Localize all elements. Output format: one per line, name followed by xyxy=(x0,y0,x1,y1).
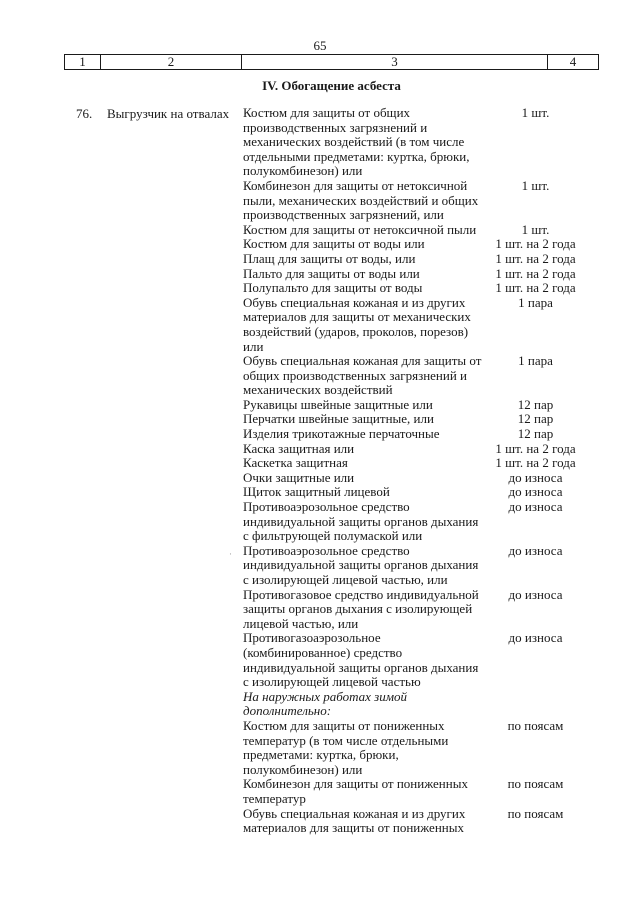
item-norm: 1 шт. xyxy=(521,221,550,237)
item-name: Изделия трикотажные перчаточные xyxy=(243,426,440,442)
item-norm-empty xyxy=(483,690,588,719)
item-norm: 1 шт. на 2 года xyxy=(495,440,576,456)
list-item xyxy=(243,427,588,442)
item-name: Костюм для защиты от нетоксичной пыли xyxy=(243,221,477,237)
item-norm: 1 пара xyxy=(518,294,553,310)
profession-name: Выгрузчик на отвалах xyxy=(107,106,230,121)
list-item xyxy=(243,398,588,413)
item-name: Плащ для защиты от воды, или xyxy=(243,250,416,266)
list-item xyxy=(243,412,588,427)
item-name: Противоаэрозольное средство индивидуальной защиты органов дыхания с изолирующей лицевой частью, или xyxy=(243,542,479,587)
item-name: Рукавицы швейные защитные или xyxy=(243,396,433,412)
item-norm: 1 шт. на 2 года xyxy=(495,455,576,471)
list-item xyxy=(243,588,588,632)
list-item xyxy=(243,267,588,282)
page-number: 65 xyxy=(313,38,327,53)
list-item xyxy=(243,106,588,179)
list-item xyxy=(243,252,588,267)
item-norm: по поясам xyxy=(507,805,564,821)
item-name: Костюм для защиты от общих производственных загрязнений и механических воздействий (в том числе отдельными предметами: куртка, брюки, полукомбинезон) или xyxy=(243,105,470,179)
item-norm: 12 пар xyxy=(517,396,554,412)
item-name: Щиток защитный лицевой xyxy=(243,484,390,500)
item-norm: 12 пар xyxy=(517,426,554,442)
row-number: 76. xyxy=(76,106,93,121)
item-name: Противогазоаэрозольное (комбинированное) средство индивидуальной защиты органов дыхания с изолирующей лицевой частью xyxy=(243,630,479,690)
header-col-2: 2 xyxy=(100,55,241,69)
list-item xyxy=(243,485,588,500)
item-norm: 1 пара xyxy=(518,353,553,369)
list-item xyxy=(243,223,588,238)
item-name: Комбинезон для защиты от нетоксичной пыли, механических воздействий и общих производственных загрязнений, или xyxy=(243,177,479,223)
header-col-3: 3 xyxy=(241,55,547,69)
table-header-row xyxy=(64,54,599,70)
item-name: Противогазовое средство индивидуальной защиты органов дыхания с изолирующей лицевой частью, или xyxy=(243,586,479,631)
list-item xyxy=(243,442,588,457)
item-name: Пальто для защиты от воды или xyxy=(243,265,420,281)
list-item xyxy=(243,179,588,223)
list-item xyxy=(243,456,588,471)
ppe-items-list xyxy=(243,106,588,836)
list-item xyxy=(243,500,588,544)
item-name: Обувь специальная кожаная для защиты от общих производственных загрязнений и механических воздействий xyxy=(243,353,482,398)
item-norm: 1 шт. на 2 года xyxy=(495,280,576,296)
item-name: Перчатки швейные защитные, или xyxy=(243,411,434,427)
winter-note-item xyxy=(243,690,588,719)
item-name: Полупальто для защиты от воды xyxy=(243,280,423,296)
item-name: Обувь специальная кожаная и из других материалов для защиты от пониженных xyxy=(243,805,466,836)
list-item xyxy=(243,354,588,398)
list-item xyxy=(243,237,588,252)
item-name: Костюм для защиты от воды или xyxy=(243,236,425,252)
item-name: Комбинезон для защиты от пониженных температур xyxy=(243,776,468,806)
item-norm: 1 шт. xyxy=(521,177,550,193)
item-name: Противоаэрозольное средство индивидуальной защиты органов дыхания с фильтрующей полумаской или xyxy=(243,499,479,544)
item-name: Каскетка защитная xyxy=(243,455,348,471)
list-item xyxy=(243,719,588,777)
section-title: IV. Обогащение асбеста xyxy=(262,78,401,93)
item-name: Обувь специальная кожаная и из других материалов для защиты от механических воздействий (ударов, проколов, порезов) или xyxy=(243,294,471,354)
item-name: Очки защитные или xyxy=(243,469,355,485)
header-col-4: 4 xyxy=(547,55,599,69)
item-norm: 1 шт. на 2 года xyxy=(495,265,576,281)
item-norm: до износа xyxy=(508,469,563,485)
item-norm: до износа xyxy=(508,499,563,515)
item-norm: 1 шт. на 2 года xyxy=(495,236,576,252)
item-norm: по поясам xyxy=(507,776,564,792)
header-col-1: 1 xyxy=(64,55,100,69)
item-norm: до износа xyxy=(508,542,563,558)
list-item xyxy=(243,296,588,354)
item-norm: 1 шт. xyxy=(521,105,550,120)
item-norm: до износа xyxy=(508,630,563,646)
list-item xyxy=(243,777,588,806)
list-item xyxy=(243,631,588,689)
list-item xyxy=(243,544,588,588)
list-item xyxy=(243,281,588,296)
item-norm: до износа xyxy=(508,484,563,500)
item-norm: до износа xyxy=(508,586,563,602)
winter-note: На наружных работах зимой дополнительно: xyxy=(243,688,408,719)
item-name: Каска защитная или xyxy=(243,440,355,456)
item-norm: 12 пар xyxy=(517,411,554,427)
list-item xyxy=(243,807,588,836)
item-name: Костюм для защиты от пониженных температур (в том числе отдельными предметами: куртка, брюки, полукомбинезон) или xyxy=(243,717,449,777)
scan-dot: · xyxy=(229,549,232,559)
list-item xyxy=(243,471,588,486)
item-norm: 1 шт. на 2 года xyxy=(495,250,576,266)
item-norm: по поясам xyxy=(507,717,564,733)
